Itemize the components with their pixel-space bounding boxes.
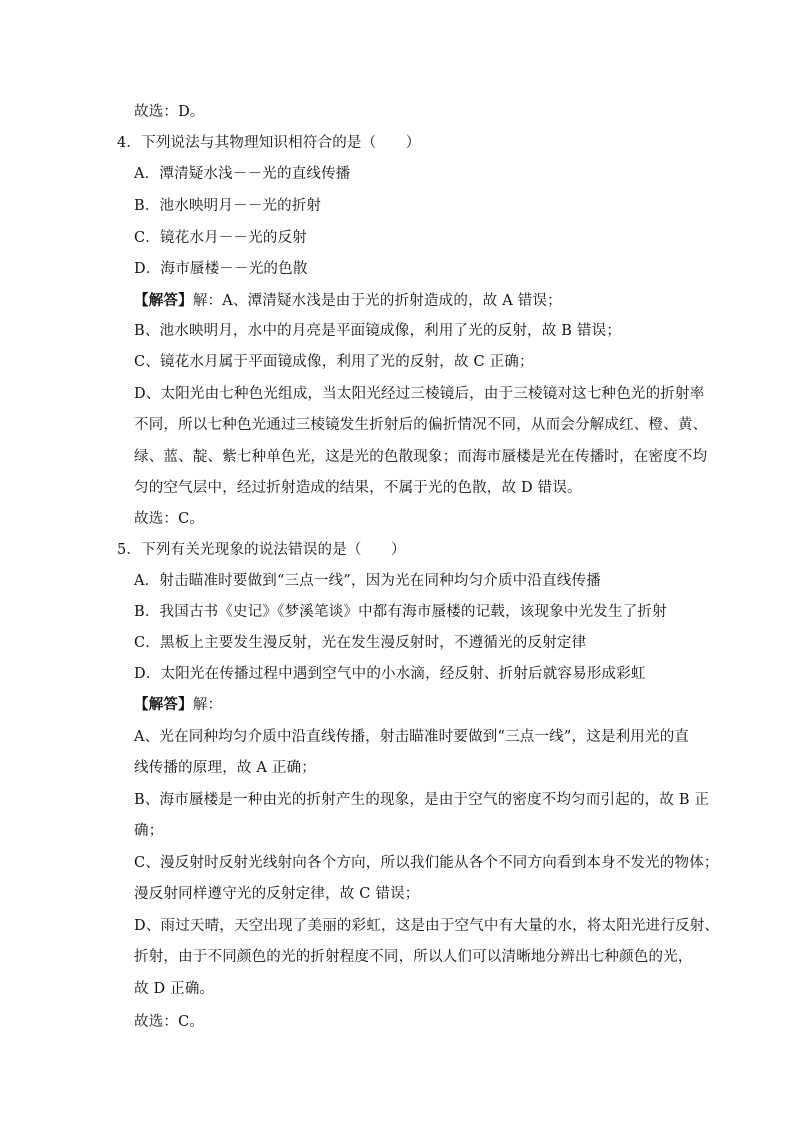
question-5-answer bbox=[134, 695, 222, 715]
question-5-analysis-b-1: B、海市蜃楼是一种由光的折射产生的现象，是由于空气的密度不均匀而引起的，故 B 正 bbox=[134, 792, 710, 808]
answer-text: 解： bbox=[192, 697, 223, 713]
question-4-choice: 故选：C。 bbox=[134, 511, 205, 527]
question-4-analysis-c: C、镜花水月属于平面镜成像，利用了光的反射，故 C 正确； bbox=[134, 354, 534, 370]
question-4-option-a: A．潭清疑水浅－－光的直线传播 bbox=[134, 166, 351, 182]
question-5-analysis-d-1: D、雨过天晴，天空出现了美丽的彩虹，这是由于空气中有大量的水，将太阳光进行反射、 bbox=[134, 918, 720, 934]
question-5-option-c: C．黑板上主要发生漫反射，光在发生漫反射时，不遵循光的反射定律 bbox=[134, 635, 587, 651]
question-5-choice: 故选：C。 bbox=[134, 1014, 205, 1030]
question-4-stem: 4．下列说法与其物理知识相符合的是（ ） bbox=[117, 135, 421, 151]
question-4-analysis-d-3: 绿、蓝、靛、紫七种单色光，这是光的色散现象；而海市蜃楼是光在传播时，在密度不均 bbox=[134, 449, 708, 465]
question-5-analysis-a-2: 线传播的原理，故 A 正确； bbox=[134, 760, 316, 776]
question-4-analysis-d-1: D、太阳光由七种色光组成，当太阳光经过三棱镜后，由于三棱镜对这七种色光的折射率 bbox=[134, 386, 705, 402]
question-4-analysis-d-2: 不同，所以七种色光通过三棱镜发生折射后的偏折情况不同，从而会分解成红、橙、黄、 bbox=[134, 417, 708, 433]
question-5-analysis-b-2: 确； bbox=[134, 823, 164, 839]
question-4-answer bbox=[134, 291, 562, 311]
question-5-option-b: B．我国古书《史记》《梦溪笔谈》中都有海市蜃楼的记载，该现象中光发生了折射 bbox=[134, 604, 667, 620]
answer-choice-prev: 故选：D。 bbox=[134, 104, 205, 120]
question-5-analysis-a-1: A、光在同种均匀介质中沿直线传播，射击瞄准时要做到“三点一线”，这是利用光的直 bbox=[134, 729, 690, 745]
answer-tag: 【解答】 bbox=[134, 292, 193, 309]
question-4-option-c: C．镜花水月－－光的反射 bbox=[134, 230, 307, 246]
question-5-analysis-c-1: C、漫反射时反射光线射向各个方向，所以我们能从各个不同方向看到本身不发光的物体； bbox=[134, 855, 719, 871]
answer-text: 解：A、潭清疑水浅是由于光的折射造成的，故 A 错误； bbox=[192, 293, 562, 309]
question-4-option-b: B．池水映明月－－光的折射 bbox=[134, 198, 322, 214]
question-5-option-a: A．射击瞄准时要做到“三点一线”，因为光在同种均匀介质中沿直线传播 bbox=[134, 573, 601, 589]
question-5-analysis-c-2: 漫反射同样遵守光的反射定律，故 C 错误； bbox=[134, 886, 420, 902]
question-4-option-d: D．海市蜃楼－－光的色散 bbox=[134, 261, 308, 277]
question-5-analysis-d-3: 故 D 正确。 bbox=[134, 981, 215, 997]
question-4-analysis-b: B、池水映明月，水中的月亮是平面镜成像，利用了光的反射，故 B 错误； bbox=[134, 323, 622, 339]
answer-tag: 【解答】 bbox=[134, 696, 193, 713]
question-5-option-d: D．太阳光在传播过程中遇到空气中的小水滴，经反射、折射后就容易形成彩虹 bbox=[134, 666, 646, 682]
question-5-stem: 5．下列有关光现象的说法错误的是（ ） bbox=[117, 542, 406, 558]
question-5-analysis-d-2: 折射，由于不同颜色的光的折射程度不同，所以人们可以清晰地分辨出七种颜色的光， bbox=[134, 949, 693, 965]
question-4-analysis-d-4: 匀的空气层中，经过折射造成的结果，不属于光的色散，故 D 错误。 bbox=[134, 480, 582, 496]
